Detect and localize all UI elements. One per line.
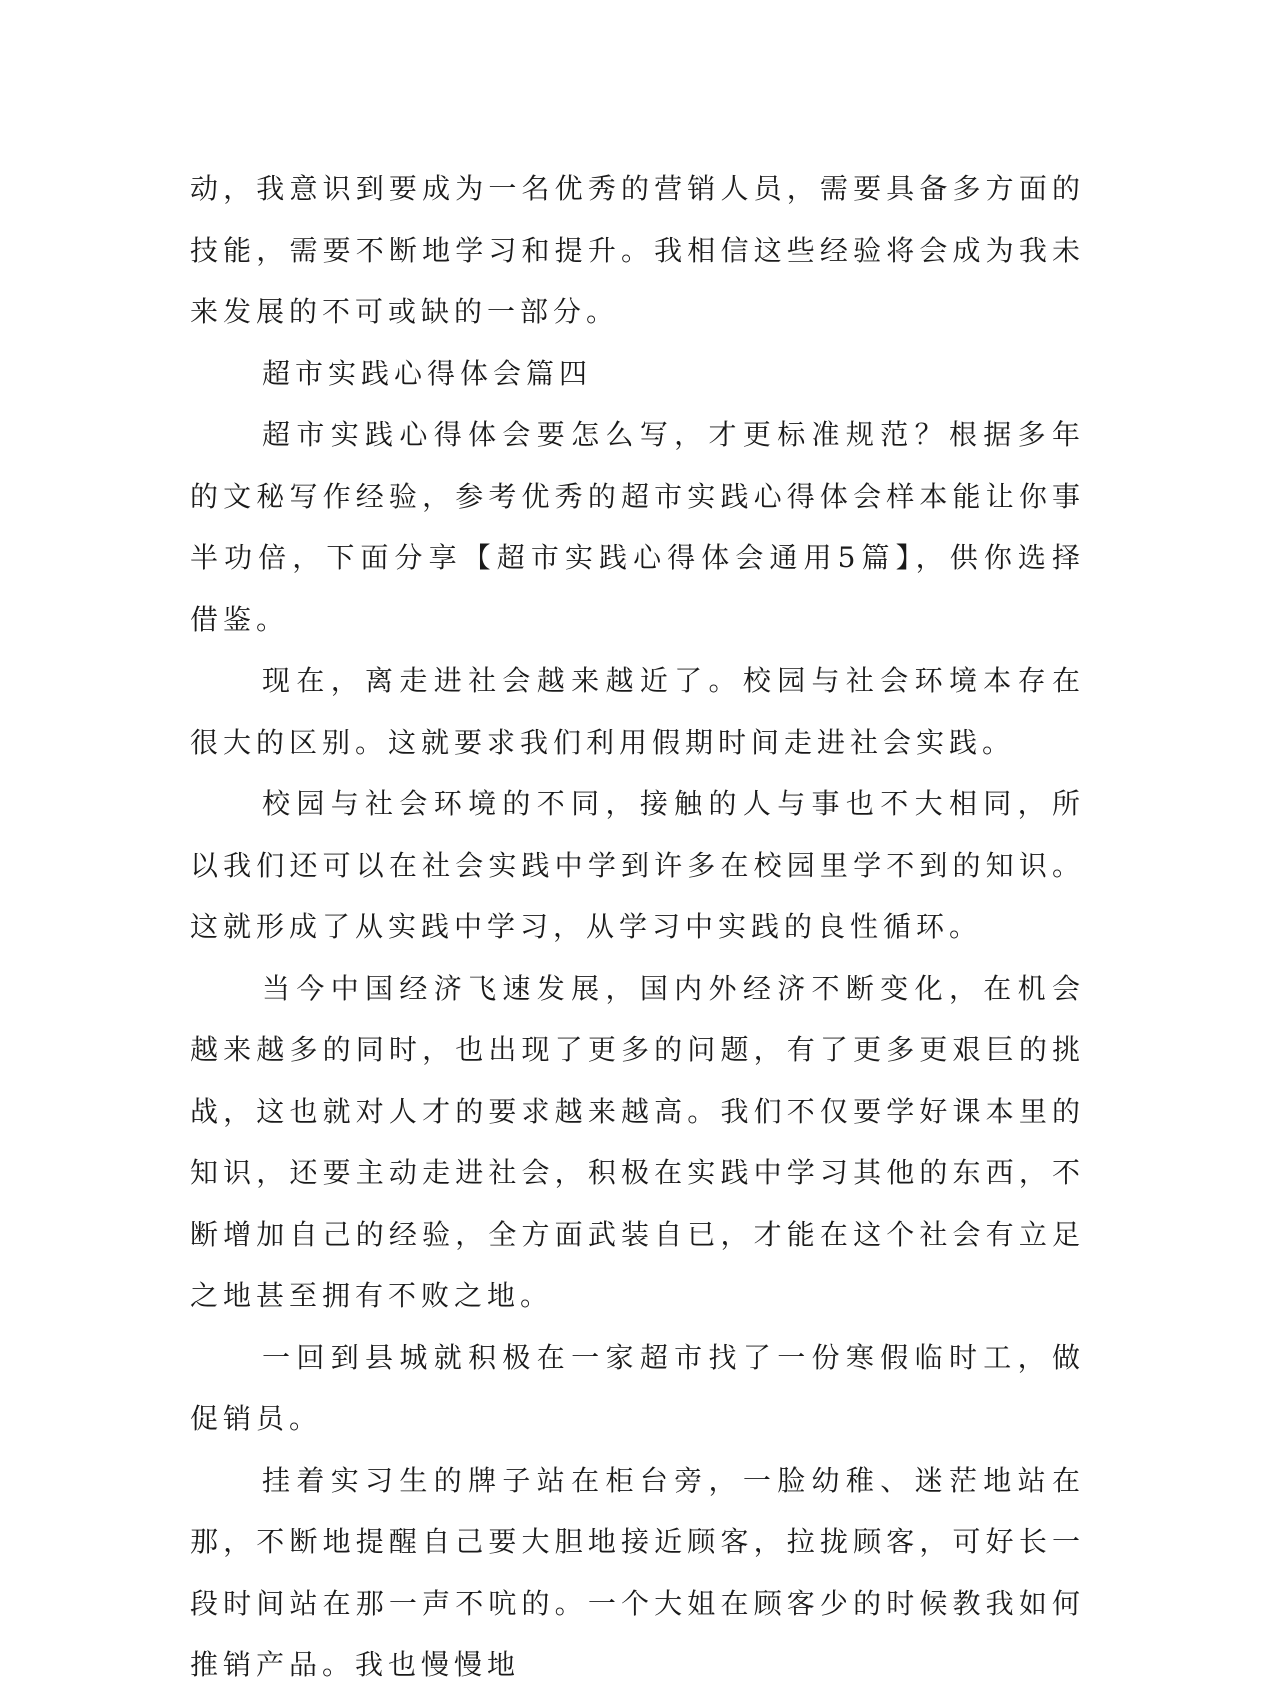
paragraph: 挂着实习生的牌子站在柜台旁，一脸幼稚、迷茫地站在那，不断地提醒自己要大胆地接近顾客，拉拢顾客，可好长一段时间站在那一声不吭的。一个大姐在顾客少的时候教我如何推销产品。我也慢慢地 bbox=[190, 1463, 1085, 1681]
paragraph: 超市实践心得体会要怎么写，才更标准规范？根据多年的文秘写作经验，参考优秀的超市实践心得体会样本能让你事半功倍，下面分享【超市实践心得体会通用5篇】，供你选择借鉴。 bbox=[190, 418, 1085, 636]
document-body bbox=[190, 158, 1085, 1696]
section-heading: 超市实践心得体会篇四 bbox=[262, 356, 593, 390]
paragraph: 现在，离走进社会越来越近了。校园与社会环境本存在很大的区别。这就要求我们利用假期时间走进社会实践。 bbox=[190, 664, 1085, 759]
paragraph: 校园与社会环境的不同，接触的人与事也不大相同，所以我们还可以在社会实践中学到许多在校园里学不到的知识。这就形成了从实践中学习，从学习中实践的良性循环。 bbox=[190, 787, 1085, 943]
paragraph-continuation: 动，我意识到要成为一名优秀的营销人员，需要具备多方面的技能，需要不断地学习和提升。我相信这些经验将会成为我未来发展的不可或缺的一部分。 bbox=[190, 172, 1085, 328]
paragraph: 一回到县城就积极在一家超市找了一份寒假临时工，做促销员。 bbox=[190, 1340, 1085, 1435]
paragraph: 当今中国经济飞速发展，国内外经济不断变化，在机会越来越多的同时，也出现了更多的问题，有了更多更艰巨的挑战，这也就对人才的要求越来越高。我们不仅要学好课本里的知识，还要主动走进社会，积极在实践中学习其他的东西，不断增加自己的经验，全方面武装自已，才能在这个社会有立足之地甚至拥有不败之地。 bbox=[190, 971, 1085, 1312]
